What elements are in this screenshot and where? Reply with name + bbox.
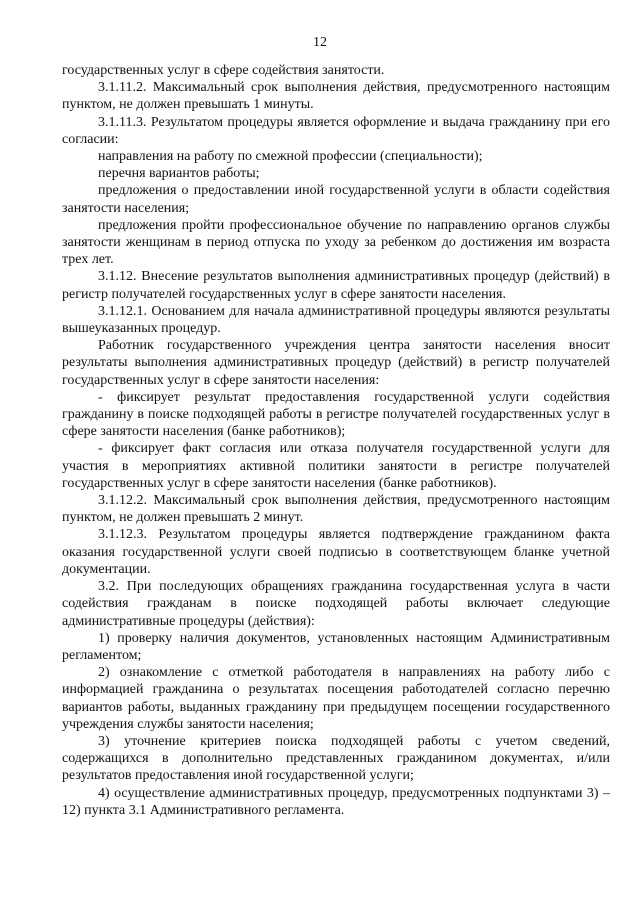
- paragraph-3-1-12-3: 3.1.12.3. Результатом процедуры является подтверждение гражданином факта оказания государственной услуги своей подписью в соответствующем бланке учетной документации.: [62, 527, 610, 577]
- list-item-job-list: перечня вариантов работы;: [98, 166, 260, 182]
- list-item-record-consent: - фиксирует факт согласия или отказа получателя государственной услуги для участия в мероприятиях активной политики занятости в регистре получателей государственных услуг в сфере занятости населения (банке работников).: [62, 441, 610, 491]
- list-item-3: 3) уточнение критериев поиска подходящей работы с учетом сведений, содержащихся в дополнительно представленных гражданином документах, и/или результатов предоставления иной государственной услуги;: [62, 733, 610, 784]
- list-item-training: предложения пройти профессиональное обучение по направлению органов службы занятости женщинам в период отпуска по уходу за ребенком до достижения им возраста трех лет.: [62, 217, 610, 268]
- paragraph-3-1-12-1: 3.1.12.1. Основанием для начала административной процедуры являются результаты вышеуказанных процедур.: [62, 303, 610, 337]
- paragraph-3-1-11-3: 3.1.11.3. Результатом процедуры является оформление и выдача гражданину при его согласии:: [62, 114, 610, 147]
- list-item-direction: направления на работу по смежной профессии (специальности);: [98, 149, 483, 165]
- paragraph-3-1-12-2: 3.1.12.2. Максимальный срок выполнения действия, предусмотренного настоящим пунктом, не должен превышать 2 минут.: [62, 493, 610, 526]
- paragraph-3-1-12: 3.1.12. Внесение результатов выполнения административных процедур (действий) в регистр получателей государственных услуг в сфере занятости населения.: [62, 269, 610, 302]
- list-item-1: 1) проверку наличия документов, установленных настоящим Административным регламентом;: [62, 630, 610, 663]
- list-item-2: 2) ознакомление с отметкой работодателя в направлениях на работу либо с информацией гражданина о результатах посещения работодателей согласно перечню вариантов работы, выданных гражданину при предыдущем посещении государственного учреждения службы занятости населения;: [62, 665, 610, 732]
- list-item-4: 4) осуществление административных процедур, предусмотренных подпунктами 3) – 12) пункта 3.1 Административного регламента.: [62, 785, 610, 818]
- paragraph-worker-entry: Работник государственного учреждения центра занятости населения вносит результаты выполнения административных процедур (действий) в регистр получателей государственных услуг в сфере занятости населения:: [62, 338, 610, 388]
- page-number: 12: [313, 35, 327, 50]
- list-item-other-service: предложения о предоставлении иной государственной услуги в области содействия занятости населения;: [62, 183, 610, 216]
- paragraph-continuation: государственных услуг в сфере содействия занятости.: [62, 63, 385, 78]
- paragraph-3-1-11-2: 3.1.11.2. Максимальный срок выполнения действия, предусмотренного настоящим пунктом, не должен превышать 1 минуты.: [62, 80, 610, 113]
- list-item-record-result: - фиксирует результат предоставления государственной услуги содействия гражданину в поиске подходящей работы в регистре получателей государственных услуг в сфере занятости населения (банке работников);: [62, 389, 610, 440]
- document-body: [62, 62, 610, 819]
- paragraph-3-2: 3.2. При последующих обращениях гражданина государственная услуга в части содействия гражданам в поиске подходящей работы включает следующие административные процедуры (действия):: [62, 579, 610, 629]
